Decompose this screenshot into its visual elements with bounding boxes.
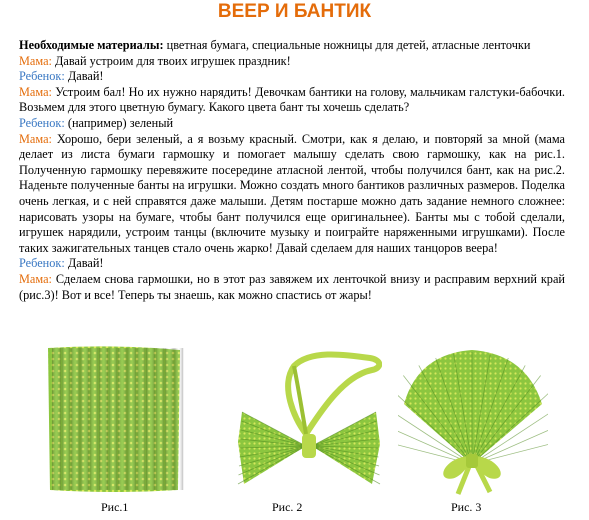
dialogue-text: (например) зеленый xyxy=(64,115,174,130)
materials-paragraph xyxy=(19,38,565,54)
dialogue-line xyxy=(19,85,565,116)
materials-text: цветная бумага, специальные ножницы для детей, атласные ленточки xyxy=(163,38,531,52)
dialogue-line xyxy=(19,54,565,70)
paper-bow-image xyxy=(232,346,382,496)
speaker-label: Мама: xyxy=(19,53,52,68)
dialogue-line xyxy=(19,256,565,272)
materials-label: Необходимые материалы: xyxy=(19,38,164,52)
page-title: ВЕЕР И БАНТИК xyxy=(217,1,372,22)
dialogue-line xyxy=(19,272,565,303)
dialogue-text: Давай! xyxy=(64,69,104,84)
speaker-label: Ребенок: xyxy=(19,256,65,271)
speaker-label: Ребенок: xyxy=(19,115,65,130)
dialogue-text: Давай! xyxy=(64,256,104,271)
dialogue-text: Хорошо, бери зеленый, а я возьму красный. Смотри, как я делаю, и повторяй за мной (мама делает из листа бумаги гармошку и помогает малышу сделать свою гармошку, как на рис.1. Полученную гармошку перевяжите посередине атласной лентой, чтобы получился бант, как на рис.2. Наденьте полученные банты на игрушки. Можно создать много бантиков различных размеров. Поделка очень легкая, и с ней справятся даже малыши. Детям постарше можно дать задание немного сложнее: нарисовать узоры на бумаге, чтобы бант получился еще оригинальнее). Банты мы с тобой сделали, игрушек нарядили, устроим танцы (включите музыку и поиграйте наряженными игрушками). После таких зажигательных танцев стало очень жарко! Давай сделаем для наших танцоров веера! xyxy=(19,131,565,255)
paper-fan-image xyxy=(398,346,548,496)
dialogue-text: Устроим бал! Но их нужно нарядить! Девочкам бантики на голову, мальчикам галстуки-бабочки. Возьмем для этого цветную бумагу. Какого цвета бант ты хочешь сделать? xyxy=(19,84,565,115)
accordion-paper-image xyxy=(44,344,184,494)
speaker-label: Мама: xyxy=(19,131,52,146)
dialogue-text: Сделаем снова гармошки, но в этот раз завяжем их ленточкой внизу и расправим верхний край (рис.3)! Вот и все! Теперь ты знаешь, как можно спастись от жары! xyxy=(19,271,565,302)
figure-caption: Рис. 3 xyxy=(451,500,482,514)
dialogue-line xyxy=(19,132,565,257)
figure-caption: Рис. 2 xyxy=(272,500,303,514)
speaker-label: Ребенок: xyxy=(19,69,65,84)
dialogue-text: Давай устроим для твоих игрушек праздник! xyxy=(51,53,291,68)
speaker-label: Мама: xyxy=(19,271,52,286)
speaker-label: Мама: xyxy=(19,84,52,99)
figure-caption: Рис.1 xyxy=(101,500,129,514)
dialogue-line xyxy=(19,116,565,132)
article-body xyxy=(19,38,565,303)
dialogue-line xyxy=(19,69,565,85)
